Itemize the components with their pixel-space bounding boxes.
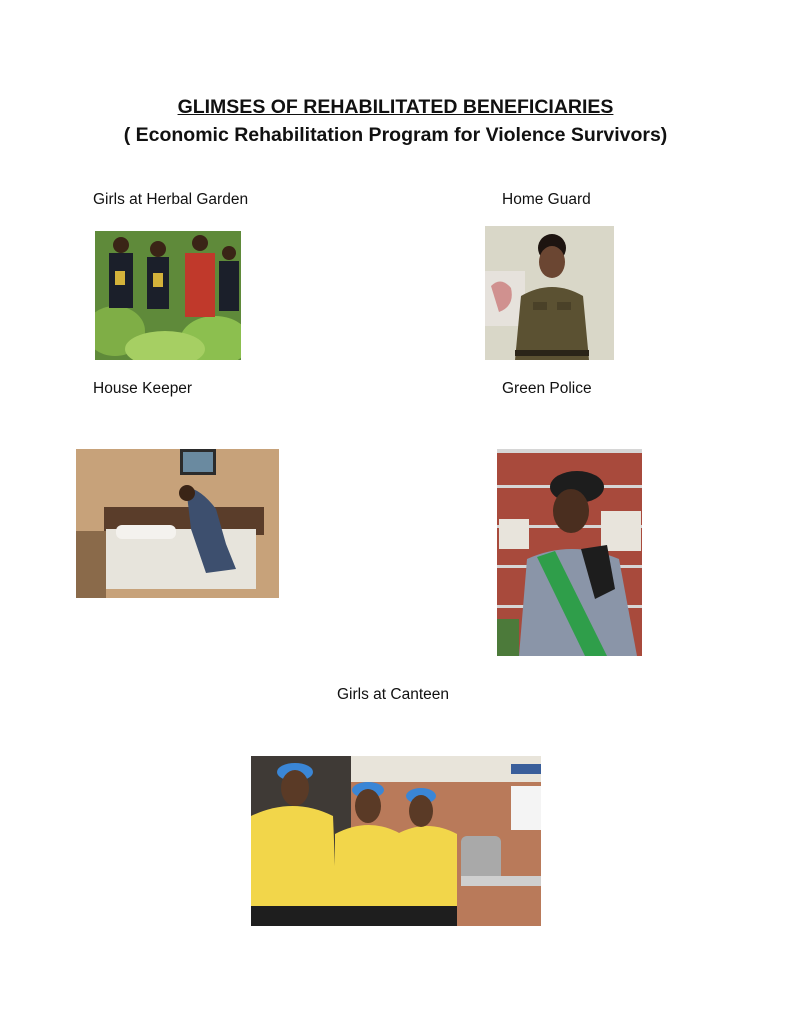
photo-home-guard <box>485 226 614 360</box>
caption-home-guard: Home Guard <box>502 191 591 208</box>
photo-green-police <box>497 449 642 656</box>
caption-herbal-garden: Girls at Herbal Garden <box>93 191 249 208</box>
caption-house-keeper: House Keeper <box>93 380 193 397</box>
page-subtitle: ( Economic Rehabilitation Program for Violence Survivors) <box>123 124 668 146</box>
caption-canteen: Girls at Canteen <box>337 686 449 703</box>
page-title: GLIMSES OF REHABILITATED BENEFICIARIES <box>177 96 614 118</box>
photo-herbal-garden <box>95 231 241 360</box>
photo-house-keeper <box>76 449 279 598</box>
caption-green-police: Green Police <box>502 380 592 397</box>
photo-canteen <box>251 756 541 926</box>
